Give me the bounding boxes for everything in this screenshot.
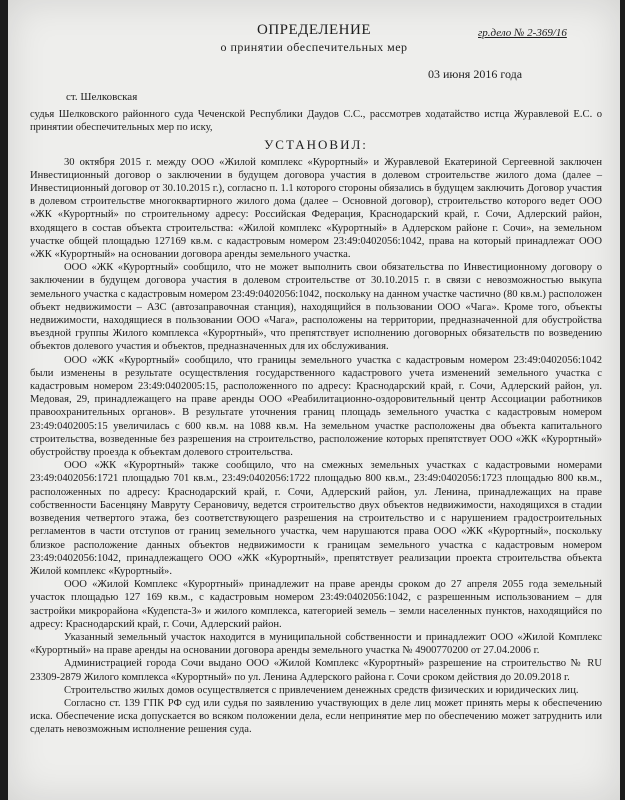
paragraph-1: 30 октября 2015 г. между ООО «Жилой комплекс «Курортный» и Журавлевой Екатериной Сергеевной заключен Инвестиционный договор о заключении в будущем договора участия в долевом строительстве жилого дома (далее – Инвестиционный договор от 30.10.2015 г.), согласно п. 1.1 которого стороны обязались в будущем заключить Договор участия в долевом строительстве многоквартирного жилого дома (далее – Основной договор), строительство которого ведет ООО «ЖК «Курортный» по строительному адресу: Российская Федерация, Краснодарский край, г. Сочи, Адлерский район, входящего в состав объекта строительства: «Жилой комплекс «Курортный» в Адлерском районе г. Сочи», на земельном участке общей площадью 127169 кв.м. с кадастровым номером 23:49:0402056:1042, права на который принадлежат ООО «ЖК «Курортный» на основании договора аренды земельного участка. — [30, 156, 602, 261]
paragraph-6: Указанный земельный участок находится в муниципальной собственности и принадлежит ООО «Жилой Комплекс «Курортный» на праве аренды на основании договора аренды земельного участка № 4900770200 от 27.04.2006 г. — [30, 631, 602, 657]
section-heading: УСТАНОВИЛ: — [264, 137, 368, 153]
document-date: 03 июня 2016 года — [428, 67, 523, 81]
document-body — [30, 108, 602, 737]
intro-paragraph: судья Шелковского районного суда Чеченской Республики Даудов С.С., рассмотрев ходатайство истца Журавлевой Е.С. о принятии обеспечительных мер по иску, — [30, 109, 602, 134]
paragraph-8: Строительство жилых домов осуществляется с привлечением денежных средств физических и юридических лиц. — [64, 684, 579, 696]
document-title: ОПРЕДЕЛЕНИЕ — [256, 22, 372, 38]
paragraph-9: Согласно ст. 139 ГПК РФ суд или судья по заявлению участвующих в деле лиц может принять меры к обеспечению иска. Обеспечение иска допускается во всяком положении дела, если непринятие мер по обеспечению может затруднить или сделать невозможным исполнение решения суда. — [30, 697, 602, 736]
paragraph-2: ООО «ЖК «Курортный» сообщило, что не может выполнить свои обязательства по Инвестиционному договору о заключении в будущем договора участия в долевом строительстве от 30.10.2015 г. в связи с невозможностью выкупа земельного участка с кадастровым номером 23:49:0402056:1042, поскольку на данном участке частично (80 кв.м.) расположен объект недвижимости – АЗС (автозаправочная станция), находящийся в пользовании ООО «Чага». Кроме того, объекты недвижимости, находящиеся в пользовании ООО «Чага», расположены на территории, предназначенной для обустройства въездной группы Жилого комплекса «Курортный», что препятствует исполнению договорных обязательств по возведению объектов долевого участия и объектов, предназначенных для их обслуживания. — [30, 262, 602, 353]
case-number: гр.дело № 2-369/16 — [478, 27, 567, 39]
paragraph-4: ООО «ЖК «Курортный» также сообщило, что на смежных земельных участках с кадастровыми номерами 23:49:0402056:1721 площадью 701 кв.м., 23:49:0402056:1722 площадью 800 кв.м., 23:49:0402056:1723 площадью 800 кв.м., расположенных по адресу: Краснодарский край, г. Сочи, Адлерский район, ул. Ленина, принадлежащих на праве собственности Басенцяну Мавруту Серановичу, ведется строительство двух объектов недвижимости, находящихся в стадии возведения четвертого этажа, без соответствующего разрешения на строительство и с нарушением градостроительных регламентов в части отступов от границ земельного участка, чем нарушаются права ООО «ЖК «Курортный», поскольку близкое расположение данных объектов недвижимости к границам земельного участка с кадастровым номером 23:49:0402056:1042, принадлежащего ООО «ЖК «Курортный», препятствует реализации проекта строительства объекта Жилой комплекс «Курортный». — [30, 460, 602, 577]
paragraph-5: ООО «Жилой Комплекс «Курортный» принадлежит на праве аренды сроком до 27 апреля 2055 года земельный участок площадью 127 169 кв.м., с кадастровым номером 23:49:0402056:1042, с разрешенным использованием – для застройки микрорайона «Кудепста-3» и жилого комплекса, категорией земель – земли населенных пунктов, находящийся по адресу: Краснодарский край, г. Сочи, Адлерский район. — [30, 579, 602, 630]
document-page — [8, 0, 620, 800]
paragraph-7: Администрацией города Сочи выдано ООО «Жилой Комплекс «Курортный» разрешение на строительство № RU 23309-2879 Жилого комплекса «Курортный» по ул. Ленина Адлерского района г. Сочи сроком действия до 20.09.2018 г. — [30, 658, 602, 683]
paragraph-3: ООО «ЖК «Курортный» сообщило, что границы земельного участка с кадастровым номером 23:49:0402056:1042 были изменены в результате осуществления государственного кадастрового учета изменений земельного участка с кадастровым номером 23:49:0402005:15, расположенного по адресу: Краснодарский край, г. Сочи, Адлерский район, ул. Медовая, 29, принадлежащего на праве аренды ООО «Реабилитационно-оздоровительный центр Ассоциации работников правоохранительных органов». В результате уточнения границ площадь земельного участка с кадастровым номером 23:49:0402005:15 увеличилась с 600 кв.м. на 1088 кв.м. На земельном участке расположены два объекта капитального строительства, возведенные без разрешения на строительство, расположение которых препятствует ООО «ЖК «Курортный» обустройству проезда к объектам долевого строительства. — [30, 354, 602, 459]
document-subtitle: о принятии обеспечительных мер — [220, 40, 408, 54]
document-place: ст. Шелковская — [66, 91, 138, 103]
